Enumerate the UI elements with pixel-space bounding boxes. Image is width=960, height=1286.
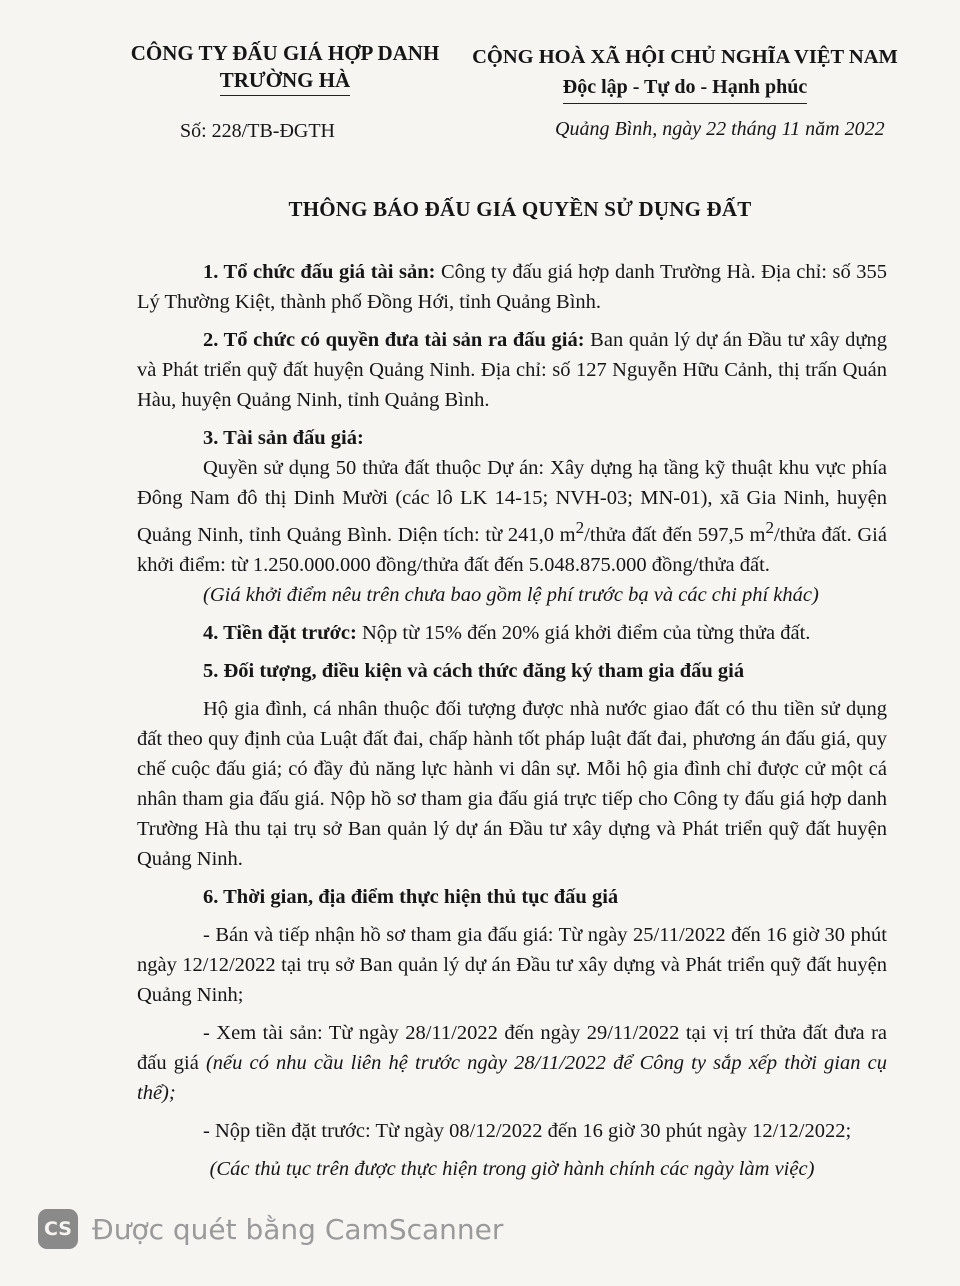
document-body <box>137 257 887 1184</box>
section-6-item-2: - Xem tài sản: Từ ngày 28/11/2022 đến ngày 29/11/2022 tại vị trí thửa đất đưa ra đấu giá (nếu có nhu cầu liên hệ trước ngày 28/11/2022 để Công ty sắp xếp thời gian cụ thể); <box>137 1021 887 1104</box>
section-4 <box>137 618 887 648</box>
national-header <box>455 42 915 104</box>
camscanner-logo-icon: CS <box>38 1209 78 1249</box>
section-text: Nộp từ 15% đến 20% giá khởi điểm của từng thửa đất. <box>356 621 811 644</box>
section-heading: 4. Tiền đặt trước: <box>203 621 357 644</box>
section-3-text: Quyền sử dụng 50 thửa đất thuộc Dự án: Xây dựng hạ tầng kỹ thuật khu vực phía Đông Nam đô thị Dinh Mười (các lô LK 14-15; NVH-03; MN-01), xã Gia Ninh, huyện Quảng Ninh, tỉnh Quảng Bình. Diện tích: từ 241,0 $m^2$/thửa đất đến 597,5 $m^2$/thửa đất. Giá khởi điểm: từ 1.250.000.000 đồng/thửa đất đến 5.048.875.000 đồng/thửa đất. <box>137 457 887 576</box>
section-6-item-3: - Nộp tiền đặt trước: Từ ngày 08/12/2022 đến 16 giờ 30 phút ngày 12/12/2022; <box>203 1119 852 1142</box>
section-6-item-1: - Bán và tiếp nhận hồ sơ tham gia đấu giá: Từ ngày 25/11/2022 đến 16 giờ 30 phút ngày 12/12/2022 tại trụ sở Ban quản lý dự án Đầu tư xây dựng và Phát triển quỹ đất huyện Quảng Ninh; <box>137 923 887 1006</box>
section-3-heading: 3. Tài sản đấu giá: <box>203 427 364 449</box>
watermark-text: Được quét bằng CamScanner <box>92 1212 504 1246</box>
place-date: Quảng Bình, ngày 22 tháng 11 năm 2022 <box>555 118 885 140</box>
camscanner-watermark <box>38 1207 503 1251</box>
organization-branch: TRƯỜNG HÀ <box>220 67 350 96</box>
document-number: Số: 228/TB-ĐGTH <box>180 120 335 142</box>
section-heading: 1. Tổ chức đấu giá tài sản: <box>203 261 436 283</box>
section-1 <box>137 257 887 317</box>
organization-header <box>120 40 450 96</box>
section-3-note: (Giá khởi điểm nêu trên chưa bao gồm lệ phí trước bạ và các chi phí khác) <box>203 583 819 606</box>
section-text: Công ty đấu giá hợp danh Trường Hà. Địa chỉ: số 355 Lý Thường Kiệt, thành phố Đồng Hới, tỉnh Quảng Bình. <box>137 261 887 313</box>
section-6-note: (Các thủ tục trên được thực hiện trong giờ hành chính các ngày làm việc) <box>209 1157 815 1180</box>
document-title: THÔNG BÁO ĐẤU GIÁ QUYỀN SỬ DỤNG ĐẤT <box>288 197 752 221</box>
section-6-heading: 6. Thời gian, địa điểm thực hiện thủ tục đấu giá <box>203 885 619 908</box>
section-2 <box>137 325 887 415</box>
section-5-heading: 5. Đối tượng, điều kiện và cách thức đăng ký tham gia đấu giá <box>203 659 745 682</box>
organization-name: CÔNG TY ĐẤU GIÁ HỢP DANH <box>130 41 440 65</box>
section-text: Ban quản lý dự án Đầu tư xây dựng và Phát triển quỹ đất huyện Quảng Ninh. Địa chỉ: số 127 Nguyễn Hữu Cảnh, thị trấn Quán Hàu, huyện Quảng Ninh, tỉnh Quảng Bình. <box>137 329 887 411</box>
section-heading: 2. Tổ chức có quyền đưa tài sản ra đấu giá: <box>203 329 585 351</box>
section-5-text: Hộ gia đình, cá nhân thuộc đối tượng được nhà nước giao đất có thu tiền sử dụng đất theo quy định của Luật đất đai, chấp hành tốt pháp luật đất đai, phương án đấu giá, quy chế cuộc đấu giá; có đầy đủ năng lực hành vi dân sự. Mỗi hộ gia đình chỉ được cử một cá nhân tham gia đấu giá. Nộp hồ sơ tham gia đấu giá trực tiếp cho Công ty đấu giá hợp danh Trường Hà thu tại trụ sở Ban quản lý dự án Đầu tư xây dựng và Phát triển quỹ đất huyện Quảng Ninh. <box>137 697 887 870</box>
national-motto: Độc lập - Tự do - Hạnh phúc <box>563 72 807 104</box>
national-title: CỘNG HOÀ XÃ HỘI CHỦ NGHĨA VIỆT NAM <box>472 46 898 68</box>
